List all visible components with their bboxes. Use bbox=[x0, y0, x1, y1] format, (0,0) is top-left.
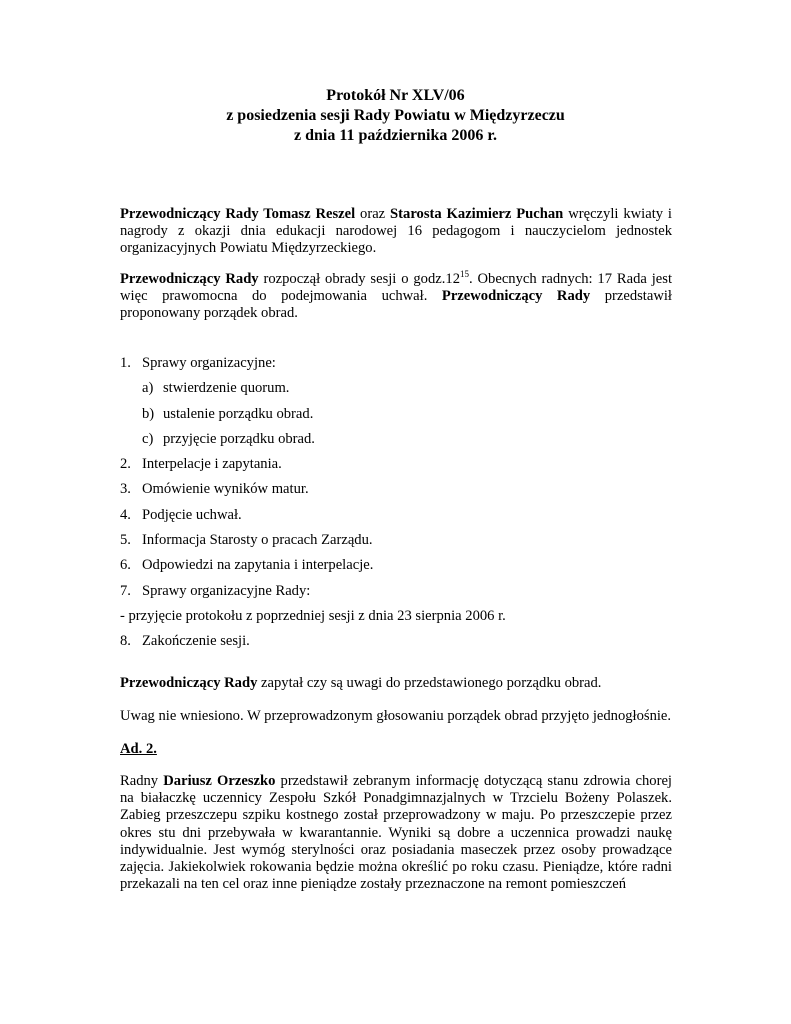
agenda-number: b) bbox=[142, 405, 155, 422]
agenda-number: 4. bbox=[120, 506, 131, 523]
agenda-item bbox=[120, 456, 680, 481]
agenda-item bbox=[120, 507, 680, 532]
text-segment: zapytał czy są uwagi do przedstawionego porządku obrad. bbox=[257, 675, 602, 691]
agenda-text: Sprawy organizacyjne Rady: bbox=[142, 582, 311, 599]
paragraph-awards bbox=[120, 206, 672, 258]
agenda-number: c) bbox=[142, 430, 154, 447]
agenda-text: Interpelacje i zapytania. bbox=[142, 456, 282, 473]
agenda-item bbox=[120, 583, 680, 608]
agenda-subitem bbox=[120, 406, 680, 431]
agenda-number: 6. bbox=[120, 557, 131, 574]
agenda-item bbox=[120, 481, 680, 506]
agenda-subitem bbox=[120, 431, 680, 456]
agenda-number: 8. bbox=[120, 633, 131, 650]
agenda-subitem bbox=[120, 380, 680, 405]
text-segment: Radny bbox=[120, 773, 164, 789]
text-segment: przedstawił zebranym informację dotyczącą stanu zdrowia chorej na białaczkę uczennicy Zespołu Szkół Ponadgimnazjalnych w Trzcielu Bożeny Polaszek. Zabieg przeszczepu szpiku kostnego został przeprowadzony w maju. Po przeszczepie przez okres stu dni przebywała w kwarantannie. Wyniki są dobre a uczennica prowadzi naukę indywidualnie. Jest wymóg sterylności oraz posiadania maseczek przez osoby prowadzące zajęcia. Jakiekolwiek rokowania będzie można określić po roku czasu. Pieniądze, które radni przekazali na ten cel oraz inne pieniądze zostały przeznaczone na remont pomieszczeń bbox=[120, 773, 672, 893]
agenda-number: 7. bbox=[120, 582, 131, 599]
title-line-2: z posiedzenia sesji Rady Powiatu w Międzyrzeczu bbox=[226, 107, 565, 124]
agenda-text: stwierdzenie quorum. bbox=[163, 380, 290, 397]
paragraph-remarks-question bbox=[120, 675, 672, 692]
agenda-item bbox=[120, 355, 680, 380]
agenda-item bbox=[120, 532, 680, 557]
agenda-text: Sprawy organizacyjne: bbox=[142, 355, 276, 371]
agenda-item bbox=[120, 557, 680, 582]
chairman-label: Przewodniczący Rady bbox=[441, 288, 591, 305]
councillor-name: Dariusz Orzeszko bbox=[163, 773, 276, 789]
agenda-text: Zakończenie sesji. bbox=[142, 633, 250, 650]
text-segment: rozpoczął obrady sesji o godz.12 bbox=[258, 271, 460, 287]
agenda-item bbox=[120, 633, 680, 658]
agenda-text: Podjęcie uchwał. bbox=[142, 506, 242, 523]
chairman-name: Przewodniczący Rady Tomasz Reszel bbox=[120, 206, 356, 222]
paragraph-vote-result: Uwag nie wniesiono. W przeprowadzonym głosowaniu porządek obrad przyjęto jednogłośnie. bbox=[120, 708, 672, 724]
text-segment: oraz bbox=[355, 206, 391, 222]
chairman-label: Przewodniczący Rady bbox=[120, 271, 259, 287]
text-segment: . Obecnych radnych: 17 Rada jest więc prawomocna do podejmowania uchwał. bbox=[120, 271, 672, 305]
section-heading-ad2: Ad. 2. bbox=[120, 741, 157, 757]
agenda-text: ustalenie porządku obrad. bbox=[163, 405, 314, 422]
text-segment: przedstawił proponowany porządek obrad. bbox=[120, 288, 672, 322]
agenda-list bbox=[120, 355, 680, 659]
agenda-number: 2. bbox=[120, 456, 131, 473]
agenda-text: Omówienie wyników matur. bbox=[142, 481, 309, 498]
title-line-1: Protokół Nr XLV/06 bbox=[326, 87, 465, 104]
document-title bbox=[0, 86, 791, 146]
agenda-number: 1. bbox=[120, 355, 131, 371]
starost-name: Starosta Kazimierz Puchan bbox=[390, 206, 564, 222]
paragraph-session-opening bbox=[120, 271, 672, 323]
agenda-number: 3. bbox=[120, 481, 131, 498]
paragraph-health-report bbox=[120, 773, 672, 893]
agenda-number: a) bbox=[142, 380, 154, 397]
agenda-text: Odpowiedzi na zapytania i interpelacje. bbox=[142, 557, 374, 574]
chairman-label: Przewodniczący Rady bbox=[120, 675, 258, 691]
title-line-3: z dnia 11 października 2006 r. bbox=[294, 127, 497, 144]
agenda-text: przyjęcie porządku obrad. bbox=[163, 430, 315, 447]
agenda-number: 5. bbox=[120, 532, 131, 549]
time-minutes: 15 bbox=[460, 269, 469, 279]
agenda-text: - przyjęcie protokołu z poprzedniej sesji z dnia 23 sierpnia 2006 r. bbox=[120, 607, 506, 624]
text-segment: wręczyli kwiaty i nagrody z okazji dnia edukacji narodowej 16 pedagogom i nauczycielom jednostek organizacyjnych Powiatu Międzyrzeckiego. bbox=[120, 206, 672, 257]
agenda-dash-item bbox=[120, 608, 680, 633]
agenda-text: Informacja Starosty o pracach Zarządu. bbox=[142, 532, 373, 549]
